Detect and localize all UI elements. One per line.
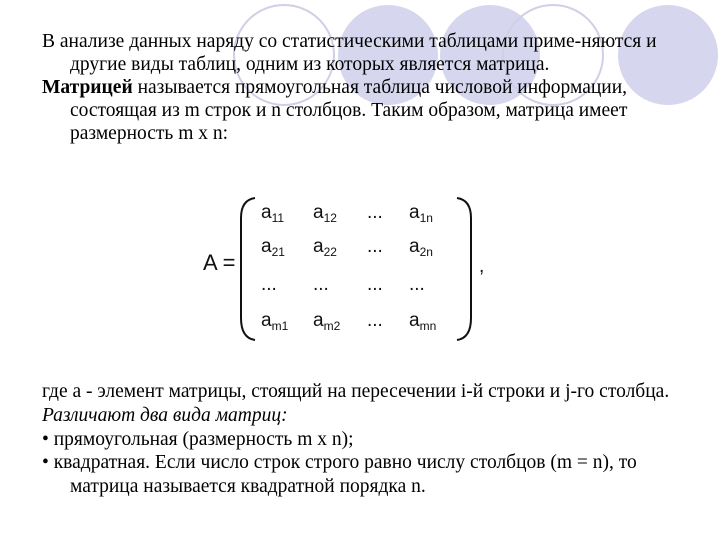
matrix-cell-r3-c4 [409,274,425,295]
matrix-cell-base: a [261,310,272,331]
matrix-cell-base: ... [367,310,383,331]
matrix-cell-r1-c2 [313,202,337,225]
matrix-right-bracket [457,198,471,340]
matrix-cell-r4-c1 [261,310,289,333]
matrix-cell-subscript: 2n [419,245,433,259]
matrix-cell-r1-c4 [409,202,433,225]
matrix-cell-base: ... [409,274,425,295]
matrix-cell-base: a [409,236,420,257]
matrix-cell-r4-c3 [367,310,383,331]
matrix-cell-base: a [409,310,420,331]
matrix-cell-base: a [261,202,272,223]
bullet-rectangular: • прямоугольная (размерность m x n); [42,428,354,450]
matrix-cell-r2-c3 [367,236,383,257]
matrix-cell-r3-c3 [367,274,383,295]
slide-text-top [42,30,672,145]
matrix-cell-r2-c4 [409,236,433,259]
matrix-cell-subscript: m1 [271,319,289,333]
matrix-cell-base: ... [313,274,329,295]
matrix-cell-r1-c1 [261,202,284,225]
paragraph-kinds: Различают два вида матриц: [42,404,288,426]
matrix-cell-subscript: mn [419,319,437,333]
matrix-cell-subscript: 12 [323,211,337,225]
matrix-cell-subscript: 22 [323,245,337,259]
matrix-formula [195,190,525,350]
matrix-cell-base: a [313,202,324,223]
matrix-cell-base: a [313,236,324,257]
matrix-cell-base: ... [367,202,383,223]
matrix-cell-subscript: 11 [271,211,285,225]
matrix-cell-r3-c2 [313,274,329,295]
matrix-svg [195,190,525,350]
matrix-cell-subscript: 1n [419,211,433,225]
matrix-cell-base: a [409,202,420,223]
slide-text-bottom [42,380,682,499]
paragraph-definition [42,76,672,145]
matrix-cell-base: ... [367,236,383,257]
matrix-cell-r4-c4 [409,310,436,333]
paragraph-intro: В анализе данных наряду со статистическими таблицами приме-няются и другие виды таблиц, одним из которых является матрица. [42,31,657,75]
matrix-trailing-comma: , [479,256,485,277]
matrix-cell-r3-c1 [261,274,277,295]
term-matrix: Матрицей [42,77,133,98]
matrix-cell-base: ... [367,274,383,295]
matrix-cell-r2-c2 [313,236,337,259]
matrix-cell-subscript: m2 [323,319,341,333]
matrix-cell-r1-c3 [367,202,383,223]
matrix-left-bracket [241,198,255,340]
matrix-cell-r2-c1 [261,236,285,259]
matrix-cell-r4-c2 [313,310,341,333]
bullet-square: • квадратная. Если число строк строго равно числу столбцов (m = n), то матрица называется квадратной порядка n. [42,452,637,498]
matrix-lhs: A = [203,250,236,275]
matrix-cell-base: a [313,310,324,331]
definition-text: называется прямоугольная таблица числовой информации, состоящая из m строк и n столбцов. Таким образом, матрица имеет размерность m x n: [70,77,628,144]
matrix-cells [261,202,436,333]
paragraph-element: где а - элемент матрицы, стоящий на пересечении i-й строки и j-го столбца. [42,381,670,402]
matrix-cell-subscript: 21 [271,245,285,259]
matrix-cell-base: ... [261,274,277,295]
matrix-cell-base: a [261,236,272,257]
